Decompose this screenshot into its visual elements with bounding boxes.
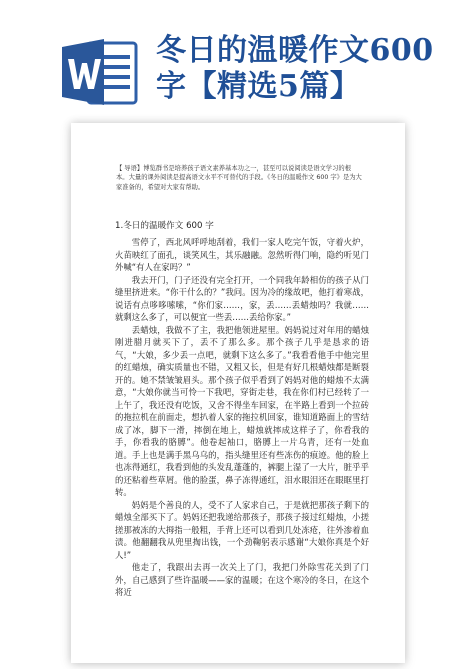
paragraph: 妈妈是个善良的人，受不了人家求自己，于是就把那孩子剩下的蜡烛全部买下了。妈妈还把我递给那孩子，那孩子接过红蜡烛，小搓搓那被冻的大拇指一般粗，手背上还可以看到几处冻疮，往外渗着血渍。他翻翻我从兜里掏出钱，一个劲鞠躬表示感谢“大娘你真是个好人!” — [115, 499, 369, 560]
paragraph: 丢蜡烛，我做不了主，我把他领进屋里。妈妈说过对年用的蜡烛刚进腊月就买下了，丢不了那么多。那个孩子几乎是恳求的语气，“大娘，多少丢一点吧，就剩下这么多了。”我看看他手中他完里的红蜡烛，确实质量也不错，又粗又长，但是有好几根蜡烛都是断裂开的。她不禁皱皱眉头。那个孩子似乎看到了妈妈对他的蜡烛不太满意，“大娘你就当可怜一下我吧，穿街走巷，我在你们村已经转了一上午了，我还没有吃饭，又舍不得坐车回家，在半路上看到一个拉砖的拖拉机在前面走，想扒着人家的拖拉机回家，谁知道路面上的雪结成了冰，脚下一滑，摔倒在地上，蜡烛就摔成这样子了，你看我的手，你看我的胳膊”。他卷起袖口，胳膊上一片乌青，还有一处血道。手上也是满手黑乌乌的，指头缝里还有些冻伤的痕迹。他的脸上也冻得通红，我看到他的头发乱蓬蓬的，裤腿上湿了一大片，脏乎乎的还粘着些草屑。他的脸蛋，鼻子冻得通红，泪水眼泪还在眼眶里打转。 — [115, 324, 369, 497]
section-heading: 1.冬日的温暖作文 600 字 — [115, 221, 214, 231]
header — [0, 0, 474, 108]
document-body — [115, 236, 369, 599]
paragraph: 雪停了，西北风呼呼地刮着，我们一家人吃完午饭，守着火炉，火苗映红了面孔，谈笑风生，其乐融融。忽然听得门响，隐约听见门外喊“有人在家吗？” — [115, 237, 369, 272]
page-title: 冬日的温暖作文600字【精选5篇】 — [156, 33, 434, 104]
paragraph: 他走了，我跟出去再一次关上了门，我把门外除雪花关到了门外，自己感到了些许温暖——家的温暖；在这个寒冷的冬日，在这个将近 — [115, 562, 369, 597]
paragraph: 我去开门，门子还没有完全打开，一个同我年龄相仿的孩子从门缝里挤进来。“你干什么的？”我问。因为冷的缘故吧，他打着寒战，说话有点哆哆嗦嗦，“你们家……，家，丢……丢蜡烛吗？我就……就剩这么多了，可以便宜一些丢……丢给你家。” — [115, 274, 369, 322]
document-guide: 【 导语】博览群书是培养孩子语文素养基本功之一，甚至可以说阅读是语文学习的根本。大量的课外阅读是提高语文水平不可替代的手段。《冬日的温暖作文 600 字》是为大家准备的，希望对大家有帮助。 — [116, 165, 362, 191]
word-document-icon — [62, 37, 142, 107]
